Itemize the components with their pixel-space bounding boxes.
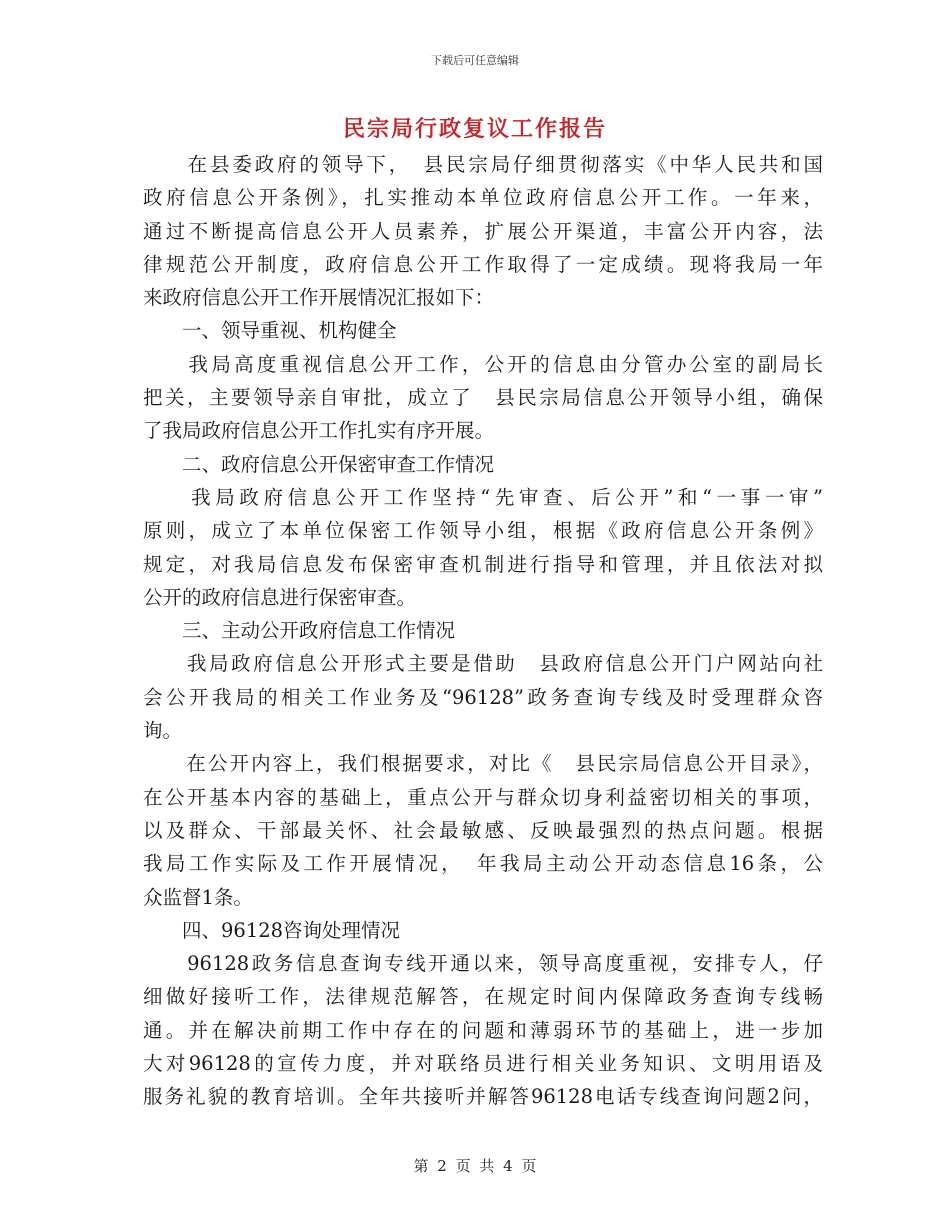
body-line: 细做好接听工作，法律规范解答，在规定时间内保障政务查询专线畅 [143, 985, 823, 1009]
body-line: 原则，成立了本单位保密工作领导小组，根据《政府信息公开条例》 [143, 519, 823, 543]
page-footer: 第 2 页 共 4 页 [413, 1157, 537, 1175]
document-title: 民宗局行政复议工作报告 [342, 116, 607, 142]
document-body [143, 148, 823, 1114]
body-line: 通。并在解决前期工作中存在的问题和薄弱环节的基础上，进一步加 [143, 1018, 823, 1042]
body-line: 三、主动公开政府信息工作情况 [143, 619, 456, 643]
body-line: 一、领导重视、机构健全 [143, 319, 397, 343]
body-line: 在公开内容上，我们根据要求，对比《 县民宗局信息公开目录》， [143, 752, 823, 776]
body-line: 询。 [143, 719, 183, 743]
header-note: 下载后可任意编辑 [431, 54, 519, 67]
body-line: 了我局政府信息公开工作扎实有序开展。 [143, 419, 495, 443]
body-line: 我局政府信息公开工作坚持“先审查、后公开”和“一事一审” [143, 485, 823, 509]
body-line: 在县委政府的领导下， 县民宗局仔细贯彻落实《中华人民共和国 [143, 153, 823, 176]
body-line: 公开的政府信息进行保密审查。 [143, 585, 417, 609]
body-line: 政府信息公开条例》，扎实推动本单位政府信息公开工作。一年来， [143, 186, 823, 210]
body-line: 律规范公开制度，政府信息公开工作取得了一定成绩。现将我局一年 [143, 252, 823, 276]
body-line: 把关，主要领导亲自审批，成立了 县民宗局信息公开领导小组，确保 [143, 386, 823, 410]
body-line: 我局高度重视信息公开工作，公开的信息由分管办公室的副局长 [143, 352, 823, 376]
body-line: 规定，对我局信息发布保密审查机制进行指导和管理，并且依法对拟 [143, 552, 823, 576]
body-line: 通过不断提高信息公开人员素养，扩展公开渠道，丰富公开内容，法 [143, 219, 823, 243]
body-line: 96128政务信息查询专线开通以来，领导高度重视，安排专人，仔 [143, 952, 823, 976]
body-line: 我局政府信息公开形式主要是借助 县政府信息公开门户网站向社 [143, 652, 823, 676]
body-line: 服务礼貌的教育培训。全年共接听并解答96128电话专线查询问题2问， [143, 1085, 823, 1109]
body-line: 我局工作实际及工作开展情况， 年我局主动公开动态信息16条，公 [143, 852, 823, 876]
body-line: 以及群众、干部最关怀、社会最敏感、反映最强烈的热点问题。根据 [143, 818, 823, 842]
body-line: 大对96128的宣传力度，并对联络员进行相关业务知识、文明用语及 [143, 1052, 823, 1076]
body-line: 会公开我局的相关工作业务及“96128”政务查询专线及时受理群众咨 [143, 685, 823, 709]
body-line: 众监督1条。 [143, 885, 253, 909]
body-line: 在公开基本内容的基础上，重点公开与群众切身利益密切相关的事项， [143, 785, 823, 809]
body-line: 二、政府信息公开保密审查工作情况 [143, 452, 495, 476]
body-line: 来政府信息公开工作开展情况汇报如下： [143, 286, 495, 310]
body-line: 四、96128咨询处理情况 [143, 918, 401, 942]
